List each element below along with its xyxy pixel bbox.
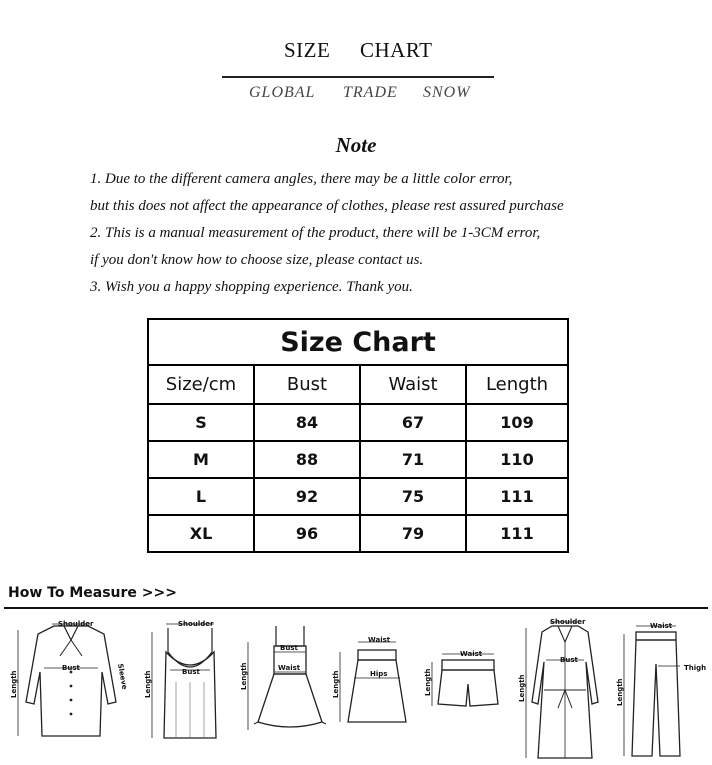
shorts-label-length: Length — [424, 668, 432, 696]
trousers-label-waist: Waist — [650, 622, 673, 630]
blouse-label-shoulder: Shoulder — [58, 620, 94, 628]
note-line-2: but this does not affect the appearance of clothes, please rest assured purchase — [90, 198, 564, 214]
size-chart-caption: Size Chart — [148, 319, 568, 365]
cell-length: 109 — [466, 404, 568, 441]
subtitle-snow: SNOW — [423, 84, 471, 101]
skirt-label-waist: Waist — [368, 636, 391, 644]
table-row — [148, 404, 568, 441]
camisole-figure — [140, 612, 240, 762]
dress-label-bust: Bust — [280, 644, 298, 652]
subtitle-global: GLOBAL — [249, 84, 316, 101]
blouse-label-length: Length — [10, 670, 18, 698]
shorts-figure — [420, 612, 520, 762]
header-bust: Bust — [254, 365, 360, 404]
trousers-figure — [612, 612, 708, 762]
coat-label-length: Length — [518, 674, 526, 702]
camisole-label-shoulder: Shoulder — [178, 620, 214, 628]
coat-figure — [520, 612, 610, 765]
trousers-label-length: Length — [616, 678, 624, 706]
cell-size: M — [148, 441, 254, 478]
coat-label-bust: Bust — [560, 656, 578, 664]
skirt-figure — [330, 612, 425, 762]
dress-figure — [240, 612, 340, 762]
header-size: Size/cm — [148, 365, 254, 404]
note-line-3: 2. This is a manual measurement of the product, there will be 1-3CM error, — [90, 225, 541, 241]
cell-size: XL — [148, 515, 254, 552]
cell-waist: 75 — [360, 478, 466, 515]
cell-bust: 96 — [254, 515, 360, 552]
cell-bust: 92 — [254, 478, 360, 515]
cell-waist: 71 — [360, 441, 466, 478]
camisole-label-bust: Bust — [182, 668, 200, 676]
cell-bust: 88 — [254, 441, 360, 478]
size-chart-table — [147, 318, 569, 553]
table-row — [148, 441, 568, 478]
title-divider — [222, 76, 494, 78]
note-line-4: if you don't know how to choose size, please contact us. — [90, 252, 424, 268]
cell-size: S — [148, 404, 254, 441]
size-chart-header-row — [148, 365, 568, 404]
blouse-label-bust: Bust — [62, 664, 80, 672]
how-to-measure-heading: How To Measure >>> — [8, 585, 177, 601]
header-length: Length — [466, 365, 568, 404]
shorts-label-waist: Waist — [460, 650, 483, 658]
note-line-5: 3. Wish you a happy shopping experience. Thank you. — [90, 279, 413, 295]
trousers-label-thigh: Thigh — [684, 664, 707, 672]
table-row — [148, 515, 568, 552]
cell-bust: 84 — [254, 404, 360, 441]
blouse-figure — [8, 612, 136, 762]
dress-label-length: Length — [240, 662, 248, 690]
table-row — [148, 478, 568, 515]
cell-length: 111 — [466, 515, 568, 552]
size-chart-caption-row — [148, 319, 568, 365]
skirt-label-length: Length — [332, 670, 340, 698]
note-title: Note — [335, 133, 377, 157]
how-to-measure-divider — [4, 607, 708, 609]
cell-size: L — [148, 478, 254, 515]
coat-label-shoulder: Shoulder — [550, 618, 586, 626]
note-line-1: 1. Due to the different camera angles, there may be a little color error, — [90, 171, 513, 187]
dress-label-waist: Waist — [278, 664, 301, 672]
title-chart: CHART — [360, 38, 433, 62]
cell-waist: 67 — [360, 404, 466, 441]
cell-length: 110 — [466, 441, 568, 478]
blouse-label-sleeve: Sleeve — [116, 662, 129, 691]
header-waist: Waist — [360, 365, 466, 404]
title-size: SIZE — [284, 38, 331, 62]
subtitle-trade: TRADE — [343, 84, 398, 101]
camisole-label-length: Length — [144, 670, 152, 698]
skirt-label-hips: Hips — [370, 670, 388, 678]
title-row — [0, 38, 712, 68]
cell-waist: 79 — [360, 515, 466, 552]
cell-length: 111 — [466, 478, 568, 515]
